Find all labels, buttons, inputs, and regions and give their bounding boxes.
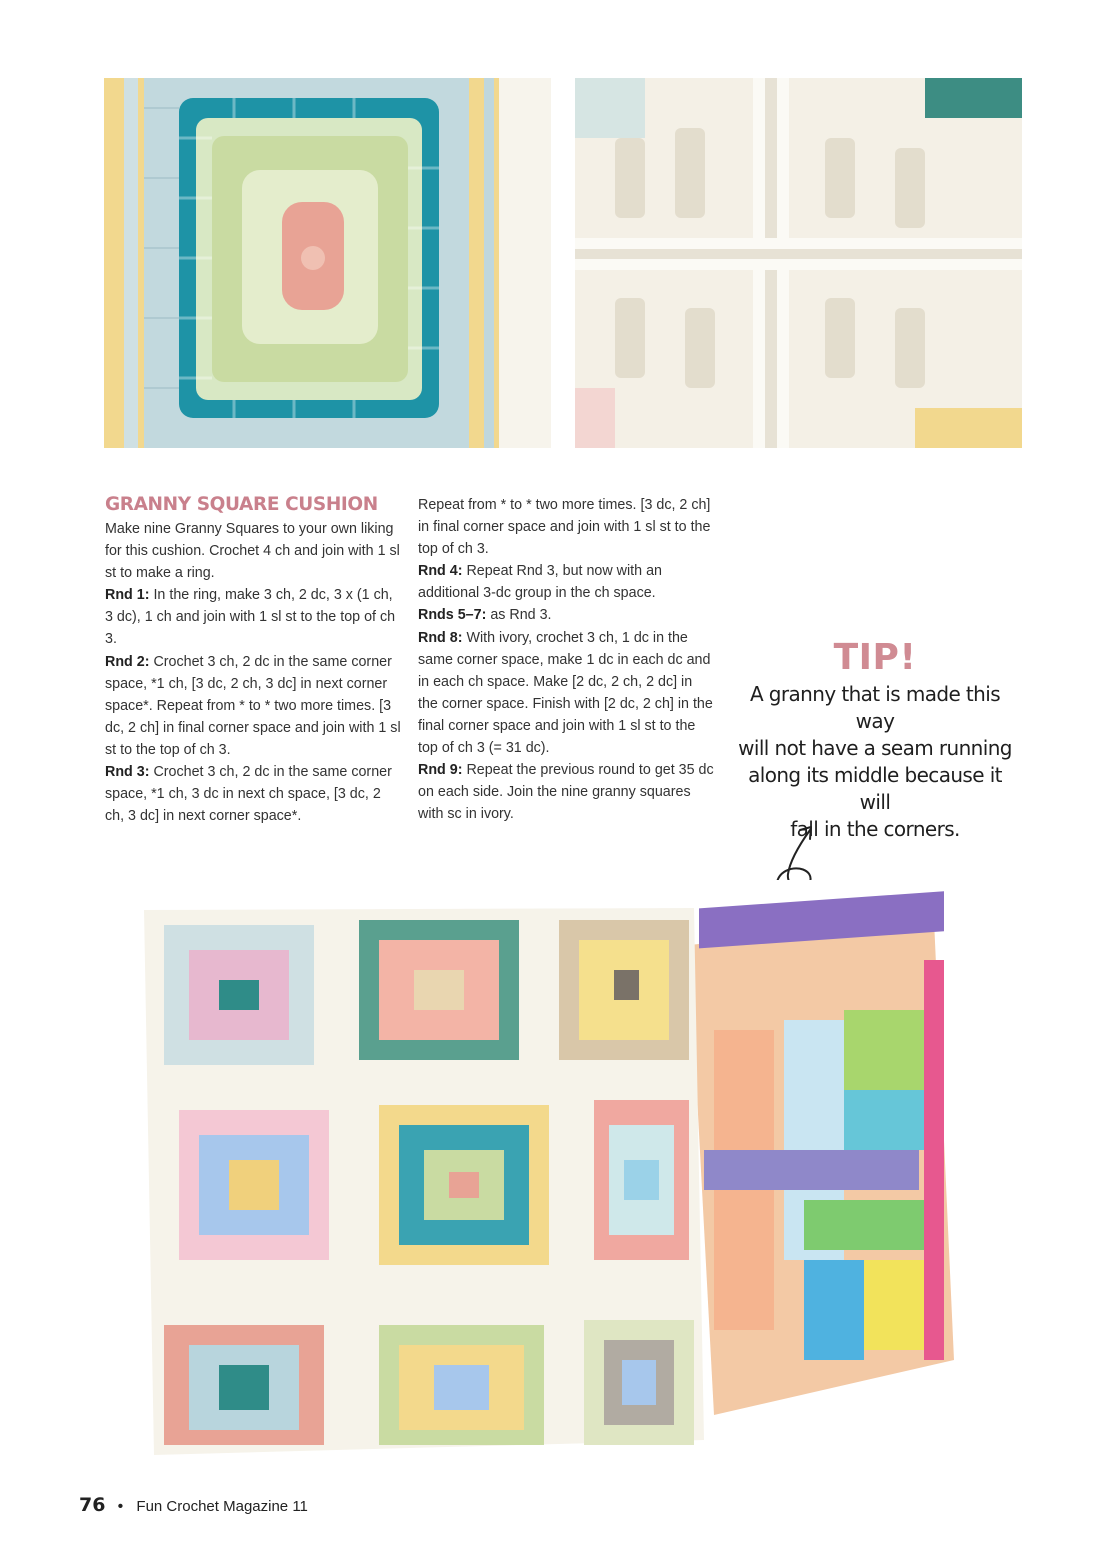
round-4-instructions	[418, 560, 714, 604]
round-label: Rnd 9:	[418, 762, 463, 779]
granny-cushion	[144, 908, 704, 1455]
round-9-instructions	[418, 759, 714, 825]
round-1-instructions	[105, 584, 401, 650]
round-text: Crochet 3 ch, 2 dc in the same corner space, *1 ch, 3 dc in next ch space, [3 dc, 2 ch, 3 dc] in next corner space*.	[105, 764, 392, 825]
pattern-column-1	[105, 494, 401, 827]
tip-text	[730, 681, 1020, 843]
tip-heading: TIP!	[833, 637, 917, 678]
round-text: Repeat the previous round to get 35 dc on each side. Join the nine granny squares with sc in ivory.	[418, 762, 714, 823]
round-label: Rnd 4:	[418, 563, 463, 580]
round-8-instructions	[418, 627, 714, 760]
cushions-photo	[104, 880, 960, 1460]
rounds-5-7-instructions	[418, 604, 714, 626]
round-label: Rnd 2:	[105, 653, 150, 670]
page-footer	[79, 1494, 308, 1516]
round-label: Rnds 5–7:	[418, 607, 487, 624]
striped-cushion	[689, 891, 954, 1415]
round-text: With ivory, crochet 3 ch, 1 dc in the same corner space, make 1 dc in each dc and in each ch space. Make [2 dc, 2 ch, 2 dc] in the corner space. Finish with [2 dc, 2 ch] in the final corner space and join with 1 sl st to the top of ch 3 (= 31 dc).	[418, 629, 713, 757]
round-text: Repeat Rnd 3, but now with an additional 3-dc group in the ch space.	[418, 563, 662, 602]
round-2-instructions	[105, 651, 401, 761]
magazine-name: Fun Crochet Magazine 11	[136, 1498, 308, 1515]
tip-line: will not have a seam running	[738, 736, 1012, 760]
intro-paragraph: Make nine Granny Squares to your own liking for this cushion. Crochet 4 ch and join with 1 sl st to make a ring.	[105, 521, 400, 582]
granny-square-closeup-photo	[104, 78, 551, 448]
pattern-column-2	[418, 494, 714, 825]
round-text: as Rnd 3.	[486, 607, 552, 624]
tip-line: along its middle because it will	[748, 763, 1002, 814]
article-title: GRANNY SQUARE CUSHION	[105, 494, 378, 515]
round-3-continued: Repeat from * to * two more times. [3 dc, 2 ch] in final corner space and join with 1 sl st to the top of ch 3.	[418, 497, 711, 558]
tip-box	[730, 636, 1020, 843]
round-3-instructions	[105, 761, 401, 827]
tip-line: fall in the corners.	[790, 817, 960, 841]
tip-line: A granny that is made this way	[749, 682, 1001, 733]
round-label: Rnd 3:	[105, 764, 150, 781]
round-label: Rnd 1:	[105, 587, 150, 604]
round-label: Rnd 8:	[418, 629, 463, 646]
footer-bullet: •	[117, 1498, 124, 1515]
round-text: Crochet 3 ch, 2 dc in the same corner space, *1 ch, [3 dc, 2 ch, 3 dc] in next corner space*. Repeat from * to * two more times. [3 dc, 2 ch] in final corner space and join with 1 sl st to the top of ch 3.	[105, 653, 401, 758]
ivory-seams-closeup-photo	[575, 78, 1022, 448]
round-text: In the ring, make 3 ch, 2 dc, 3 x (1 ch, 3 dc), 1 ch and join with 1 sl st to the top of ch 3.	[105, 587, 396, 648]
page-number: 76	[79, 1494, 106, 1516]
